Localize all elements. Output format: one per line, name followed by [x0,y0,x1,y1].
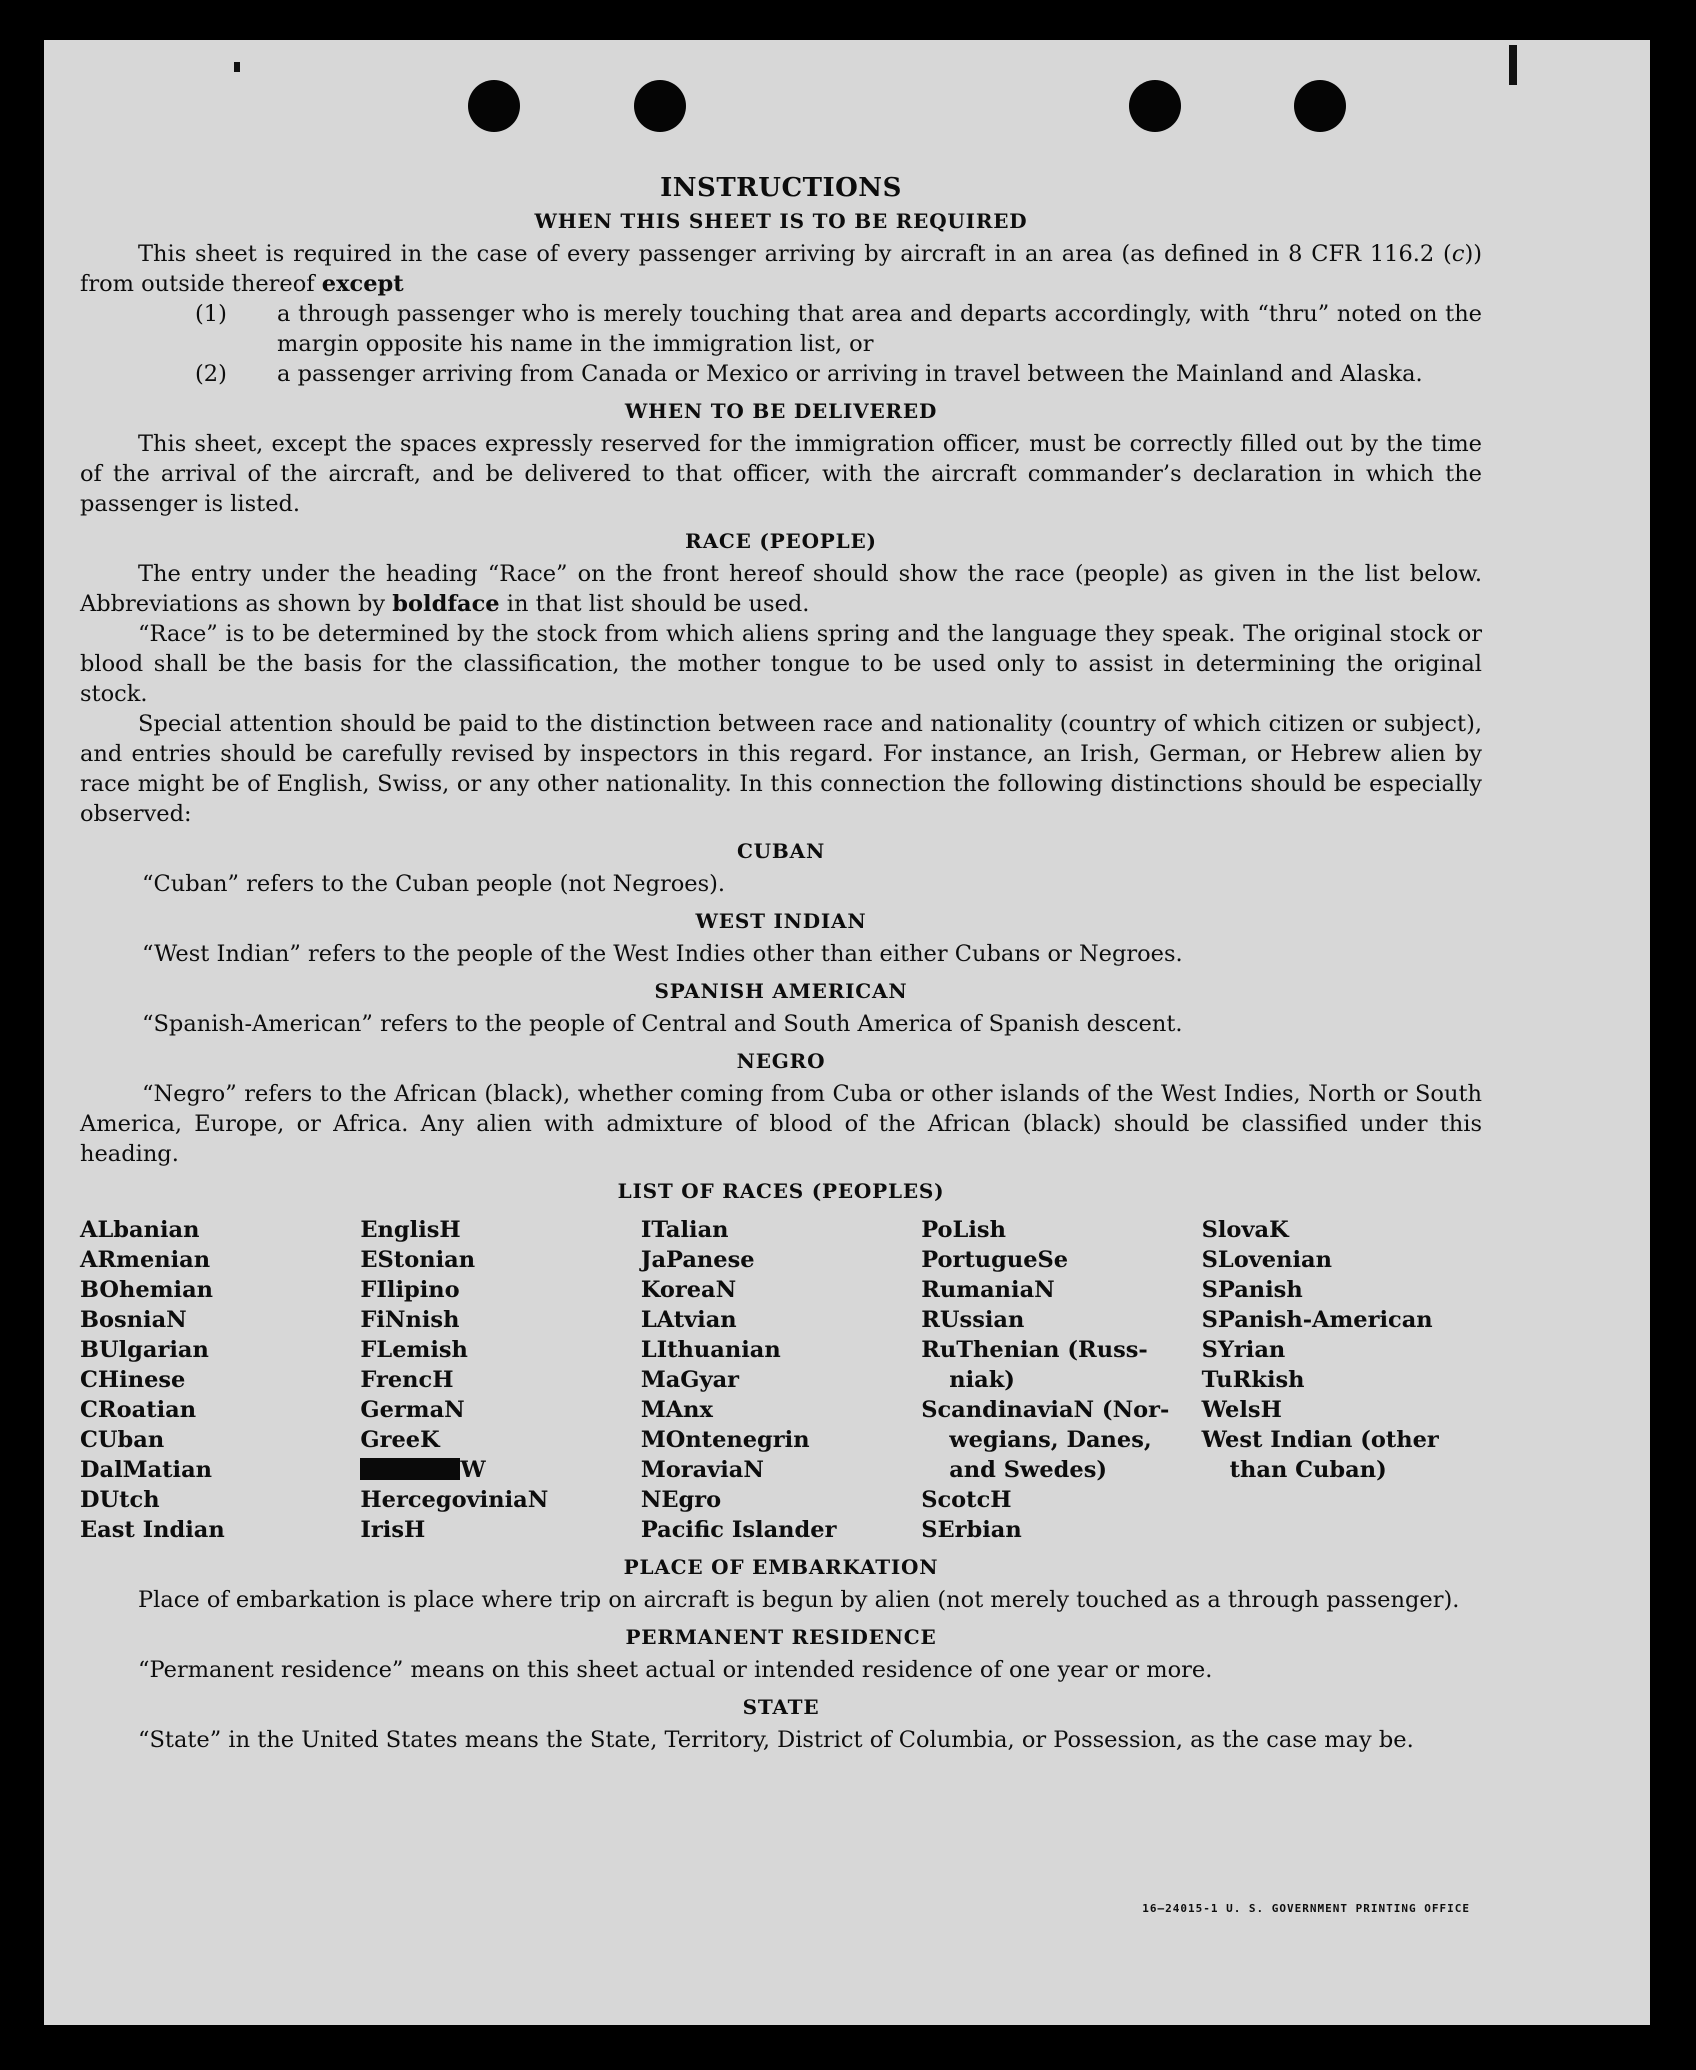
heading-permanent-residence: PERMANENT RESIDENCE [625,1625,937,1649]
paragraph-required: This sheet is required in the case of every passenger arriving by aircraft in an area (as defined in 8 CFR 116.2 (c)) from outside thereof except [80,241,1482,297]
race-column [80,1215,360,1545]
race-item: TuRkish [1201,1367,1305,1393]
race-item-redacted: W [360,1455,640,1485]
race-item: CUban [80,1427,165,1453]
race-item: EStonian [360,1247,476,1273]
punch-hole [468,80,520,132]
race-item: ARmenian [80,1247,211,1273]
race-item: MAnx [640,1397,713,1423]
heading-spanish-american: SPANISH AMERICAN [654,979,908,1003]
race-item: DUtch [80,1487,160,1513]
scan-mark [1509,45,1517,85]
redaction-bar [360,1458,460,1480]
printer-code: 16—24015-1 U. S. GOVERNMENT PRINTING OFFICE [1142,1902,1470,1915]
race-item: SlovaK [1201,1217,1289,1243]
race-item: KoreaN [640,1277,737,1303]
heading-when-required: WHEN THIS SHEET IS TO BE REQUIRED [534,209,1028,233]
race-item: SPanish [1201,1277,1303,1303]
race-item: PortugueSe [921,1247,1069,1273]
paragraph-cuban: “Cuban” refers to the Cuban people (not Negroes). [142,871,726,897]
race-item: BOhemian [80,1277,214,1303]
race-item: RuThenian (Russ- [921,1337,1148,1363]
page-title: INSTRUCTIONS [660,173,902,203]
paragraph-permanent-residence: “Permanent residence” means on this sheet actual or intended residence of one year or more. [138,1657,1213,1683]
race-item: SPanish-American [1201,1307,1433,1333]
heading-when-delivered: WHEN TO BE DELIVERED [624,399,938,423]
paragraph-state: “State” in the United States means the State, Territory, District of Columbia, or Possession, as the case may be. [138,1727,1414,1753]
scan-mark [234,62,240,72]
race-item: ScandinaviaN (Nor- [921,1397,1170,1423]
document-sheet [44,40,1650,2025]
paragraph-race-2: “Race” is to be determined by the stock from which aliens spring and the language they speak. The original stock or blood shall be the basis for the classification, the mother tongue to be used only to assist in determining the original stock. [80,621,1482,707]
race-item: LIthuanian [640,1337,781,1363]
paragraph-race-3: Special attention should be paid to the distinction between race and nationality (country of which citizen or subject), and entries should be carefully revised by inspectors in this regard. For instance, an Irish, German, or Hebrew alien by race might be of English, Swiss, or any other nationality. In this connection the following distinctions should be especially observed: [80,711,1482,827]
race-item: ALbanian [80,1217,200,1243]
heading-cuban: CUBAN [736,839,826,863]
heading-race: RACE (PEOPLE) [685,529,877,553]
race-item: GermaN [360,1397,465,1423]
race-column [1202,1215,1482,1545]
race-item: IrisH [360,1517,426,1543]
race-item: FIlipino [360,1277,460,1303]
race-item: HercegoviniaN [360,1487,549,1513]
race-item: MOntenegrin [640,1427,810,1453]
race-column [641,1215,921,1545]
heading-state: STATE [742,1695,820,1719]
heading-west-indian: WEST INDIAN [695,909,867,933]
race-item: BosniaN [80,1307,187,1333]
punch-hole [634,80,686,132]
race-item: RUssian [921,1307,1025,1333]
race-item: CRoatian [80,1397,197,1423]
race-item: JaPanese [640,1247,755,1273]
race-item: FrencH [360,1367,454,1393]
race-item: West Indian (other [1201,1427,1439,1453]
paragraph-delivered: This sheet, except the spaces expressly reserved for the immigration officer, must be correctly filled out by the time of the arrival of the aircraft, and be delivered to that officer, with the aircraft commander’s declaration in which the passenger is listed. [80,431,1482,517]
race-item: SYrian [1201,1337,1286,1363]
heading-list-of-races: LIST OF RACES (PEOPLES) [617,1179,945,1203]
race-column [921,1215,1201,1545]
race-item: ScotcH [921,1487,1012,1513]
paragraph-embarkation: Place of embarkation is place where trip on aircraft is begun by alien (not merely touched as a through passenger). [138,1587,1460,1613]
punch-hole [1129,80,1181,132]
heading-negro: NEGRO [736,1049,826,1073]
race-item: PoLish [921,1217,1006,1243]
race-item: MoraviaN [640,1457,764,1483]
list-item: (1) a through passenger who is merely touching that area and departs accordingly, with “thru” noted on the margin opposite his name in the immigration list, or [195,301,1482,357]
race-item: LAtvian [640,1307,737,1333]
race-item: BUlgarian [80,1337,209,1363]
race-item: niak) [949,1367,1015,1393]
race-item: than Cuban) [1229,1457,1387,1483]
race-item: FiNnish [360,1307,460,1333]
race-item: wegians, Danes, [949,1427,1152,1453]
race-column [360,1215,640,1545]
race-item: East Indian [80,1517,225,1543]
race-item: MaGyar [640,1367,740,1393]
race-item: SLovenian [1201,1247,1332,1273]
paragraph-race-1: The entry under the heading “Race” on the front hereof should show the race (people) as given in the list below. Abbreviations as shown by boldface in that list should be used. [80,561,1482,617]
race-item: ITalian [640,1217,729,1243]
punch-hole [1294,80,1346,132]
paragraph-negro: “Negro” refers to the African (black), whether coming from Cuba or other islands of the West Indies, North or South America, Europe, or Africa. Any alien with admixture of blood of the African (black) should be classified under this heading. [80,1081,1482,1167]
race-item: WelsH [1201,1397,1282,1423]
race-item: NEgro [640,1487,722,1513]
list-item: (2) a passenger arriving from Canada or Mexico or arriving in travel between the Mainland and Alaska. [195,361,1423,387]
paragraph-spanish-american: “Spanish-American” refers to the people of Central and South America of Spanish descent. [142,1011,1183,1037]
race-item: RumaniaN [921,1277,1055,1303]
race-item: DalMatian [80,1457,213,1483]
race-item: SErbian [921,1517,1022,1543]
race-item: Pacific Islander [640,1517,837,1543]
race-item: FLemish [360,1337,468,1363]
paragraph-west-indian: “West Indian” refers to the people of the West Indies other than either Cubans or Negroes. [142,941,1183,967]
race-list [80,1215,1482,1545]
race-item: GreeK [360,1427,440,1453]
race-item: CHinese [80,1367,186,1393]
heading-embarkation: PLACE OF EMBARKATION [623,1555,939,1579]
race-item: EnglisH [360,1217,461,1243]
race-item: and Swedes) [949,1457,1108,1483]
